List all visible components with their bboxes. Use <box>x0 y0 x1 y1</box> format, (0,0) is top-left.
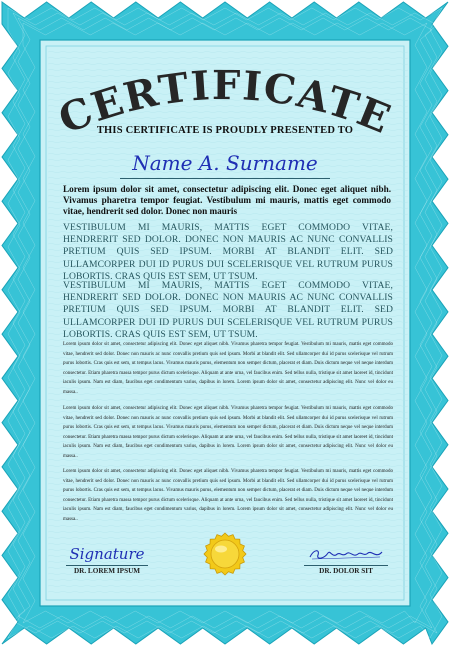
signature-left-line <box>66 565 148 566</box>
signature-left-name: DR. LOREM IPSUM <box>73 567 141 575</box>
signature-left-script: Signature <box>69 545 145 563</box>
recipient-name: Name A. Surname <box>132 151 318 175</box>
small-paragraph-3: Lorem ipsum dolor sit amet, consectetur adipiscing elit. Donec eget aliquet nibh. Vivamus pharetra tempor feugiat. Vestibulum mi mauris, mattis eget commodo vitae, hendrerit sed dolor. Donec non mauris ac nunc convallis pretium quis sed ipsum. Morbi at blandit elit. Sed ullamcorper dui id purus scelerisque vel rutrum purus lobortis. Cras quis est sem, ut tempus lacus. Vivamus mauris purus, elementum non semper dictum, placerat et diam. Duis dictum neque vel neque interdum consectetur. Etiam pharetra massa tempor purus dictum scelerisque. Aliquam at ante urna, vel faucibus enim. Sed tellus nulla, tristique sit amet laoreet id, tincidunt iaculis ipsum. Nam est diam, faucibus eget condimentum varius, dapibus in lorem. Lorem ipsum dolor sit amet, consectetur adipiscing elit. Nunc vel dolor eu massa.. <box>63 469 393 522</box>
lead-paragraph: Lorem ipsum dolor sit amet, consectetur adipiscing elit. Donec eget aliquet nibh. Vivamus pharetra tempor feugiat. Vestibulum mi mauris, mattis eget commodo vitae, hendrerit sed dolor. Donec non mauris <box>63 184 391 216</box>
body-paragraph-2: VESTIBULUM MI MAURIS, MATTIS EGET COMMODO VITAE, HENDRERIT SED DOLOR. DONEC NON MAURIS AC NUNC CONVALLIS PRETIUM QUIS SED IPSUM. MORBI AT BLANDIT ELIT. SED ULLAMCORPER DUI ID PURUS DUI SCELERISQUE VEL RUTRUM PURUS LOBORTIS. CRAS QUIS EST SEM, UT TSUM. <box>63 280 393 340</box>
signature-block-left <box>62 545 152 575</box>
handwritten-signature-icon <box>306 545 386 563</box>
signature-right-line <box>304 565 388 566</box>
signature-right-name: DR. DOLOR SIT <box>319 567 373 575</box>
title-text: CERTIFICATE <box>52 66 398 136</box>
small-paragraph-1: Lorem ipsum dolor sit amet, consectetur adipiscing elit. Donec eget aliquet nibh. Vivamus pharetra tempor feugiat. Vestibulum mi mauris, mattis eget commodo vitae, hendrerit sed dolor. Donec non mauris ac nunc convallis pretium quis sed ipsum. Morbi at blandit elit. Sed ullamcorper dui id purus scelerisque vel rutrum purus lobortis. Cras quis est sem, ut tempus lacus. Vivamus mauris purus, elementum non semper dictum, placerat et diam. Duis dictum neque vel neque interdum consectetur. Etiam pharetra massa tempor purus dictum scelerisque. Aliquam at ante urna, vel faucibus enim. Sed tellus nulla, tristique sit amet laoreet id, tincidunt iaculis ipsum. Nam est diam, faucibus eget condimentum varius, dapibus in lorem. Lorem ipsum dolor sit amet, consectetur adipiscing elit. Nunc vel dolor eu massa.. <box>63 342 393 395</box>
name-underline <box>120 178 330 179</box>
subtitle: THIS CERTIFICATE IS PROUDLY PRESENTED TO <box>96 125 354 136</box>
signature-block-right <box>300 545 392 575</box>
gold-seal-icon <box>203 532 247 576</box>
body-paragraph-1: VESTIBULUM MI MAURIS, MATTIS EGET COMMODO VITAE, HENDRERIT SED DOLOR. DONEC NON MAURIS AC NUNC CONVALLIS PRETIUM QUIS SED IPSUM. MORBI AT BLANDIT ELIT. SED ULLAMCORPER DUI ID PURUS DUI SCELERISQUE VEL RUTRUM PURUS LOBORTIS. CRAS QUIS EST SEM, UT TSUM. <box>63 222 393 282</box>
small-paragraph-2: Lorem ipsum dolor sit amet, consectetur adipiscing elit. Donec eget aliquet nibh. Vivamus pharetra tempor feugiat. Vestibulum mi mauris, mattis eget commodo vitae, hendrerit sed dolor. Donec non mauris ac nunc convallis pretium quis sed ipsum. Morbi at blandit elit. Sed ullamcorper dui id purus scelerisque vel rutrum purus lobortis. Cras quis est sem, ut tempus lacus. Vivamus mauris purus, elementum non semper dictum, placerat et diam. Duis dictum neque vel neque interdum consectetur. Etiam pharetra massa tempor purus dictum scelerisque. Aliquam at ante urna, vel faucibus enim. Sed tellus nulla, tristique sit amet laoreet id, tincidunt iaculis ipsum. Nam est diam, faucibus eget condimentum varius, dapibus in lorem. Lorem ipsum dolor sit amet, consectetur adipiscing elit. Nunc vel dolor eu massa.. <box>63 406 393 459</box>
